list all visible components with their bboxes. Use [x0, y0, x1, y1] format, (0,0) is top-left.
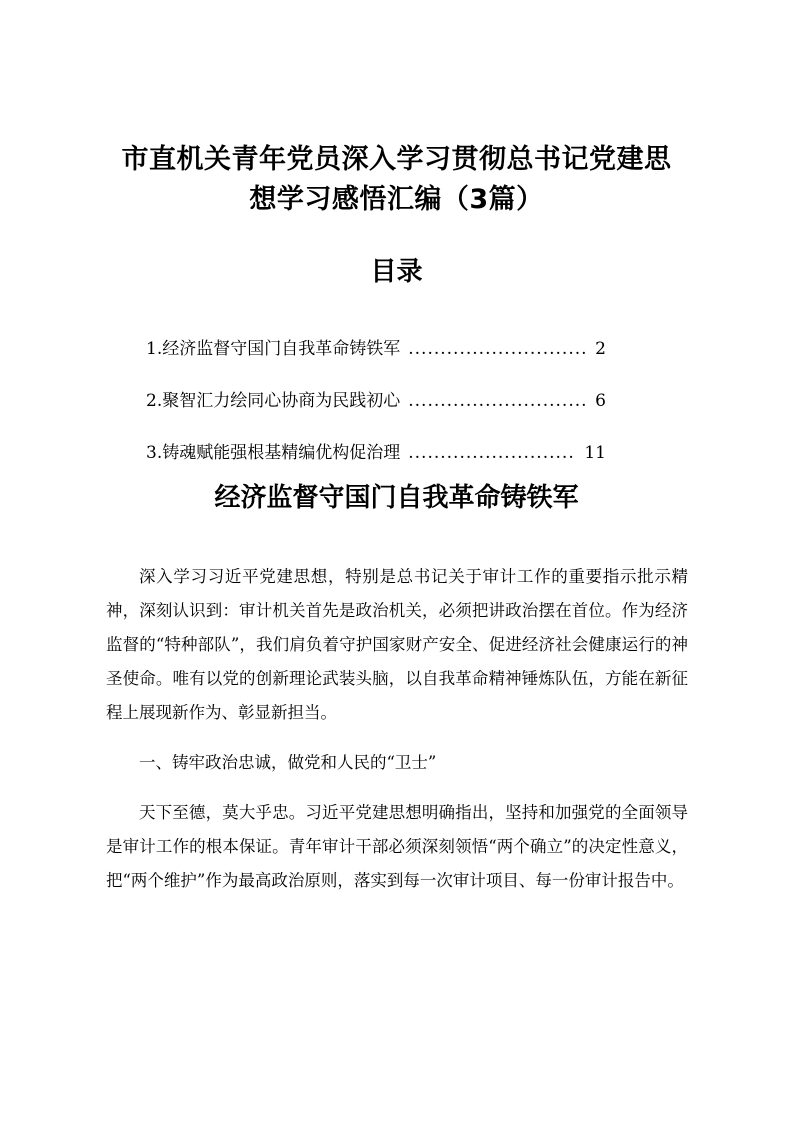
toc-leader-dots: [408, 339, 585, 359]
section-title: 经济监督守国门自我革命铸铁军: [214, 483, 579, 513]
toc-item-page: 2: [595, 339, 606, 359]
toc-item-label: 2.聚智汇力绘同心协商为民践初心: [146, 391, 401, 411]
document-title-line-2: 想学习感悟汇编（3篇）: [249, 184, 544, 215]
toc-item[interactable]: [146, 334, 606, 386]
toc-item[interactable]: [146, 386, 606, 438]
toc-leader-dots: [408, 391, 585, 411]
toc-heading: 目录: [370, 257, 423, 287]
toc-leader-dots: [408, 443, 574, 463]
toc-item-page: 6: [595, 391, 606, 411]
toc-item-label: 3.铸魂赋能强根基精编优构促治理: [146, 443, 401, 463]
table-of-contents: [146, 334, 606, 490]
toc-item-page: 11: [584, 443, 606, 463]
document-title-line-1: 市直机关青年党员深入学习贯彻总书记党建思: [121, 144, 672, 175]
paragraph: 深入学习习近平党建思想，特别是总书记关于审计工作的重要指示批示精神，深刻认识到：审计机关首先是政治机关，必须把讲政治摆在首位。作为经济监督的“特种部队”，我们肩负着守护国家财产安全、促进经济社会健康运行的神圣使命。唯有以党的创新理论武装头脑，以自我革命精神锤炼队伍，方能在新征程上展现新作为、彰显新担当。: [106, 567, 688, 722]
body-text: [106, 560, 688, 914]
toc-item-label: 1.经济监督守国门自我革命铸铁军: [146, 339, 401, 359]
document-title: [90, 140, 703, 220]
subheading: 一、铸牢政治忠诚，做党和人民的“卫士”: [139, 753, 437, 772]
paragraph: 天下至德，莫大乎忠。习近平党建思想明确指出，坚持和加强党的全面领导是审计工作的根本保证。青年审计干部必须深刻领悟“两个确立”的决定性意义，把“两个维护”作为最高政治原则，落实到每一次审计项目、每一份审计报告中。: [106, 803, 688, 890]
